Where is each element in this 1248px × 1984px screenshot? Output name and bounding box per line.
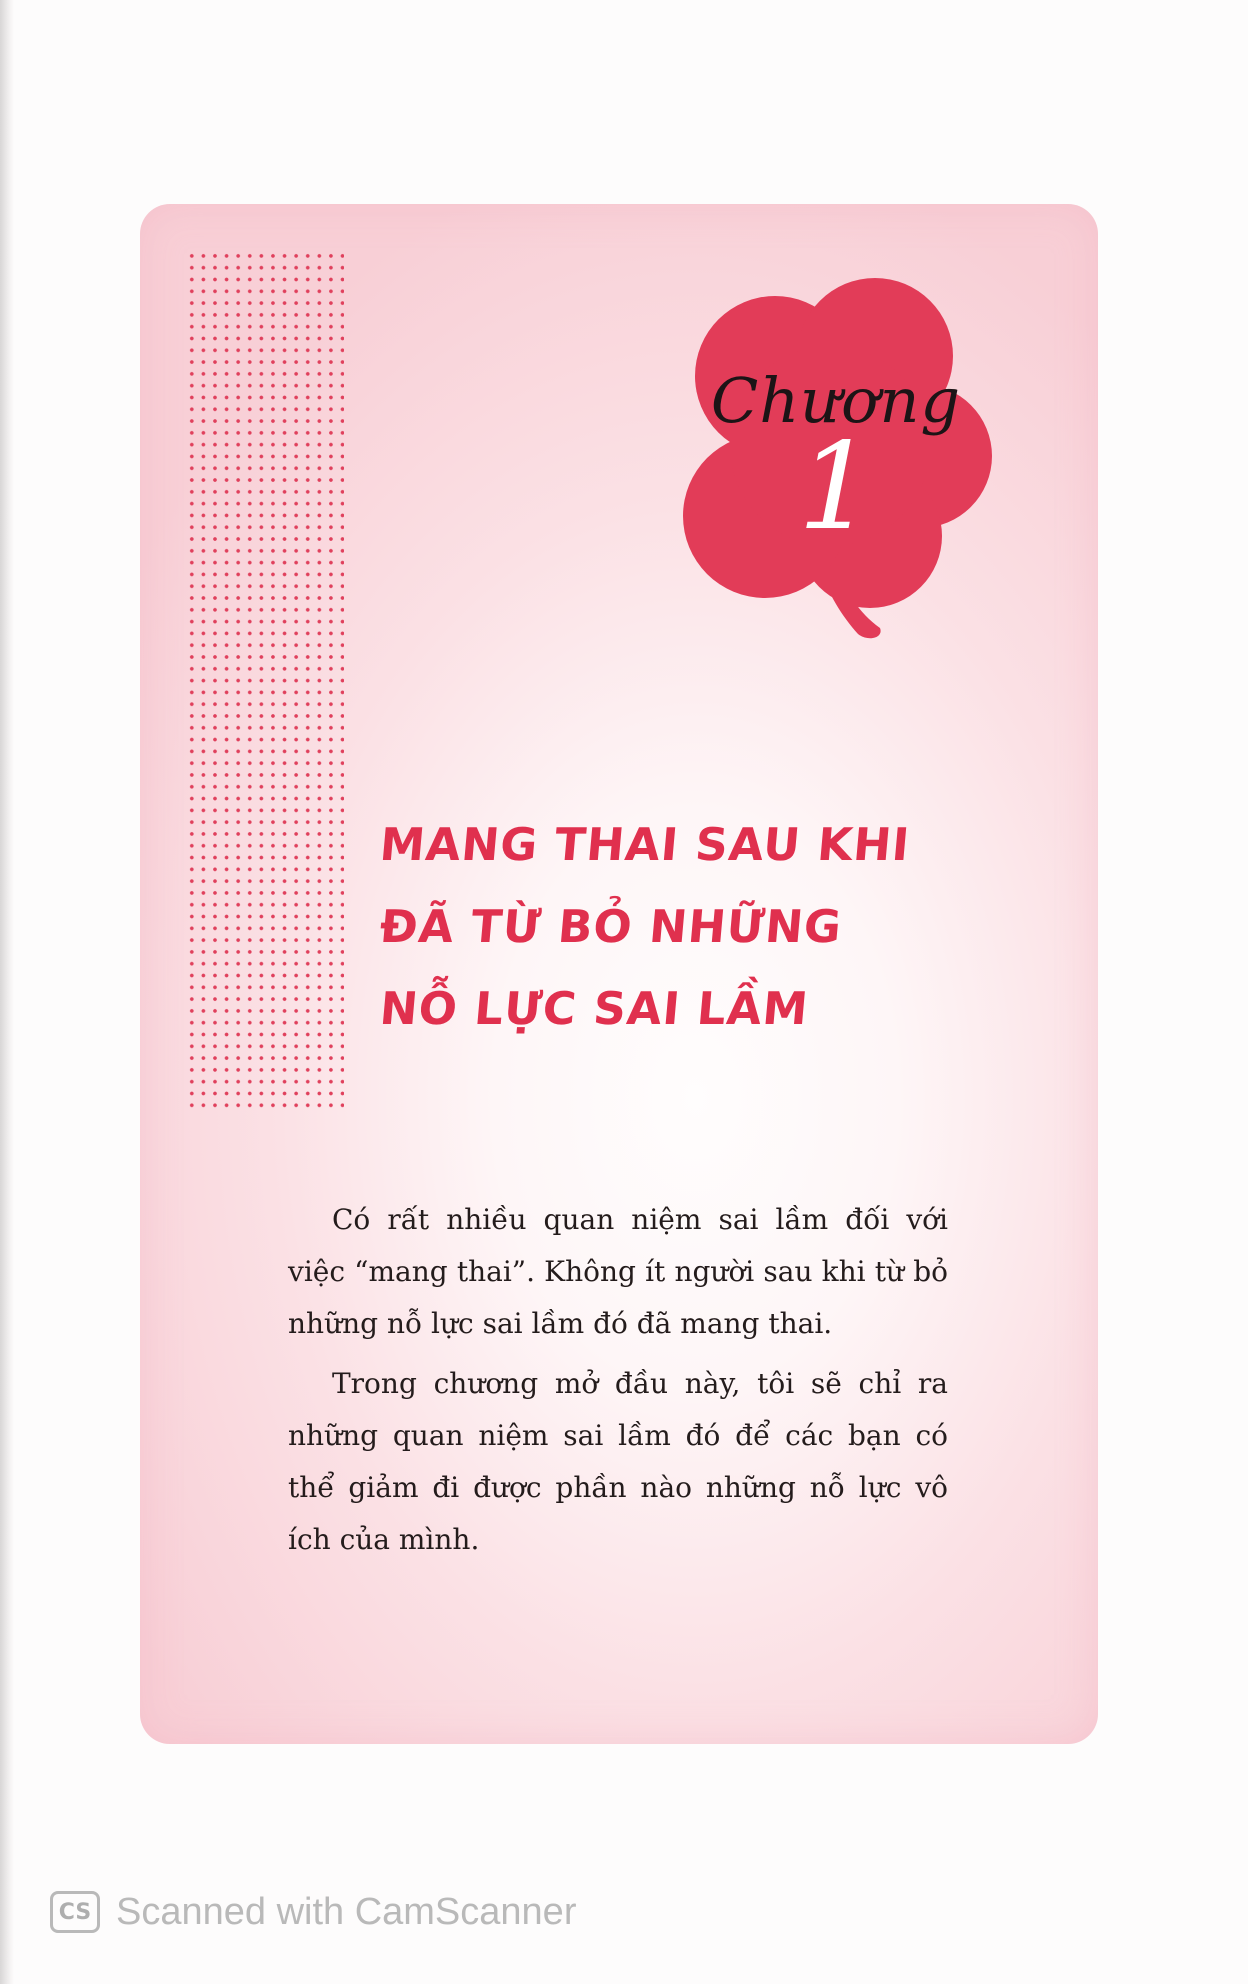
chapter-badge <box>670 276 1002 676</box>
chapter-label: Chương <box>710 364 962 437</box>
watermark-text: Scanned with CamScanner <box>116 1890 577 1933</box>
camscanner-logo-icon: CS <box>50 1891 100 1933</box>
title-line: ĐÃ TỪ BỎ NHỮNG <box>377 900 845 953</box>
chapter-panel <box>140 204 1098 1744</box>
chapter-title <box>377 804 1020 1050</box>
paragraph: Có rất nhiều quan niệm sai lầm đối với việc “mang thai”. Không ít người sau khi từ bỏ những nỗ lực sai lầm đó đã mang thai. <box>288 1203 948 1340</box>
paragraph: Trong chương mở đầu này, tôi sẽ chỉ ra những quan niệm sai lầm đó để các bạn có thể giảm đi được phần nào những nỗ lực vô ích của mình. <box>288 1367 948 1556</box>
scanner-watermark <box>50 1885 576 1939</box>
title-line: NỖ LỰC SAI LẦM <box>377 982 811 1035</box>
title-line: MANG THAI SAU KHI <box>377 818 913 871</box>
page-edge <box>0 0 14 1984</box>
dot-pattern <box>186 250 344 1114</box>
intro-text <box>288 1194 948 1574</box>
chapter-number: 1 <box>797 418 875 557</box>
